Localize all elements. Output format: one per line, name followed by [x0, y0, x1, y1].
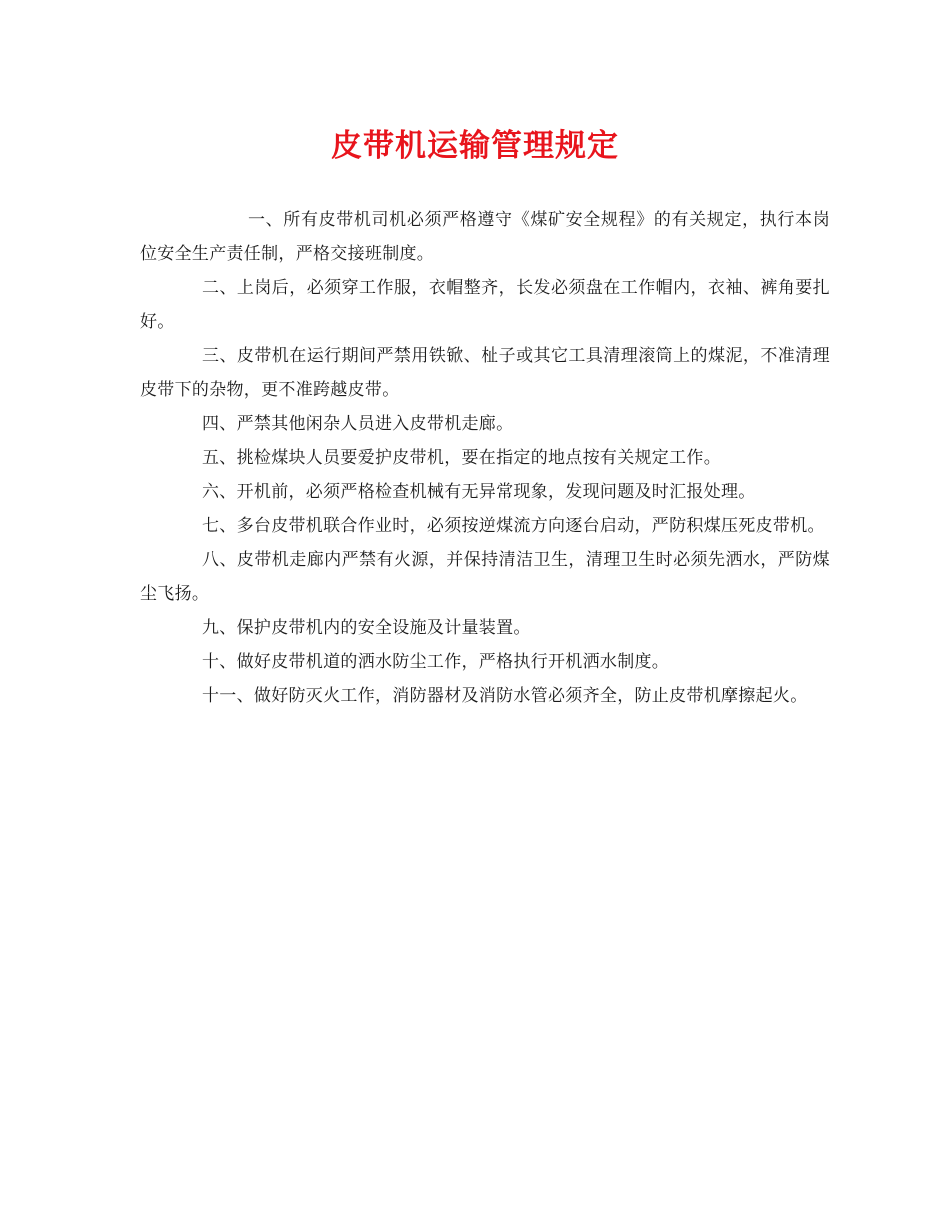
paragraph-3: 三、皮带机在运行期间严禁用铁锨、杫子或其它工具清理滚筒上的煤泥，不准清理皮带下的杂物，更不准跨越皮带。 [140, 346, 830, 400]
paragraph-10: 十、做好皮带机道的洒水防尘工作，严格执行开机洒水制度。 [202, 652, 670, 672]
paragraph-2: 二、上岗后，必须穿工作服，衣帽整齐，长发必须盘在工作帽内，衣袖、裤角要扎好。 [140, 278, 830, 332]
paragraph-7: 七、多台皮带机联合作业时，必须按逆煤流方向逐台启动，严防积煤压死皮带机。 [202, 516, 825, 536]
paragraph-5: 五、挑检煤块人员要爱护皮带机，要在指定的地点按有关规定工作。 [202, 448, 721, 468]
document-title: 皮带机运输管理规定 [331, 128, 619, 164]
paragraph-11: 十一、做好防灭火工作，消防器材及消防水管必须齐全，防止皮带机摩擦起火。 [202, 686, 808, 706]
paragraph-4: 四、严禁其他闲杂人员进入皮带机走廊。 [202, 414, 514, 434]
document-body [140, 203, 830, 713]
paragraph-6: 六、开机前，必须严格检查机械有无异常现象，发现问题及时汇报处理。 [202, 482, 756, 502]
paragraph-1: 一、所有皮带机司机必须严格遵守《煤矿安全规程》的有关规定，执行本岗位安全生产责任制，严格交接班制度。 [140, 210, 830, 264]
paragraph-8: 八、皮带机走廊内严禁有火源，并保持清洁卫生，清理卫生时必须先洒水，严防煤尘飞扬。 [140, 550, 830, 604]
paragraph-9: 九、保护皮带机内的安全设施及计量装置。 [202, 618, 531, 638]
